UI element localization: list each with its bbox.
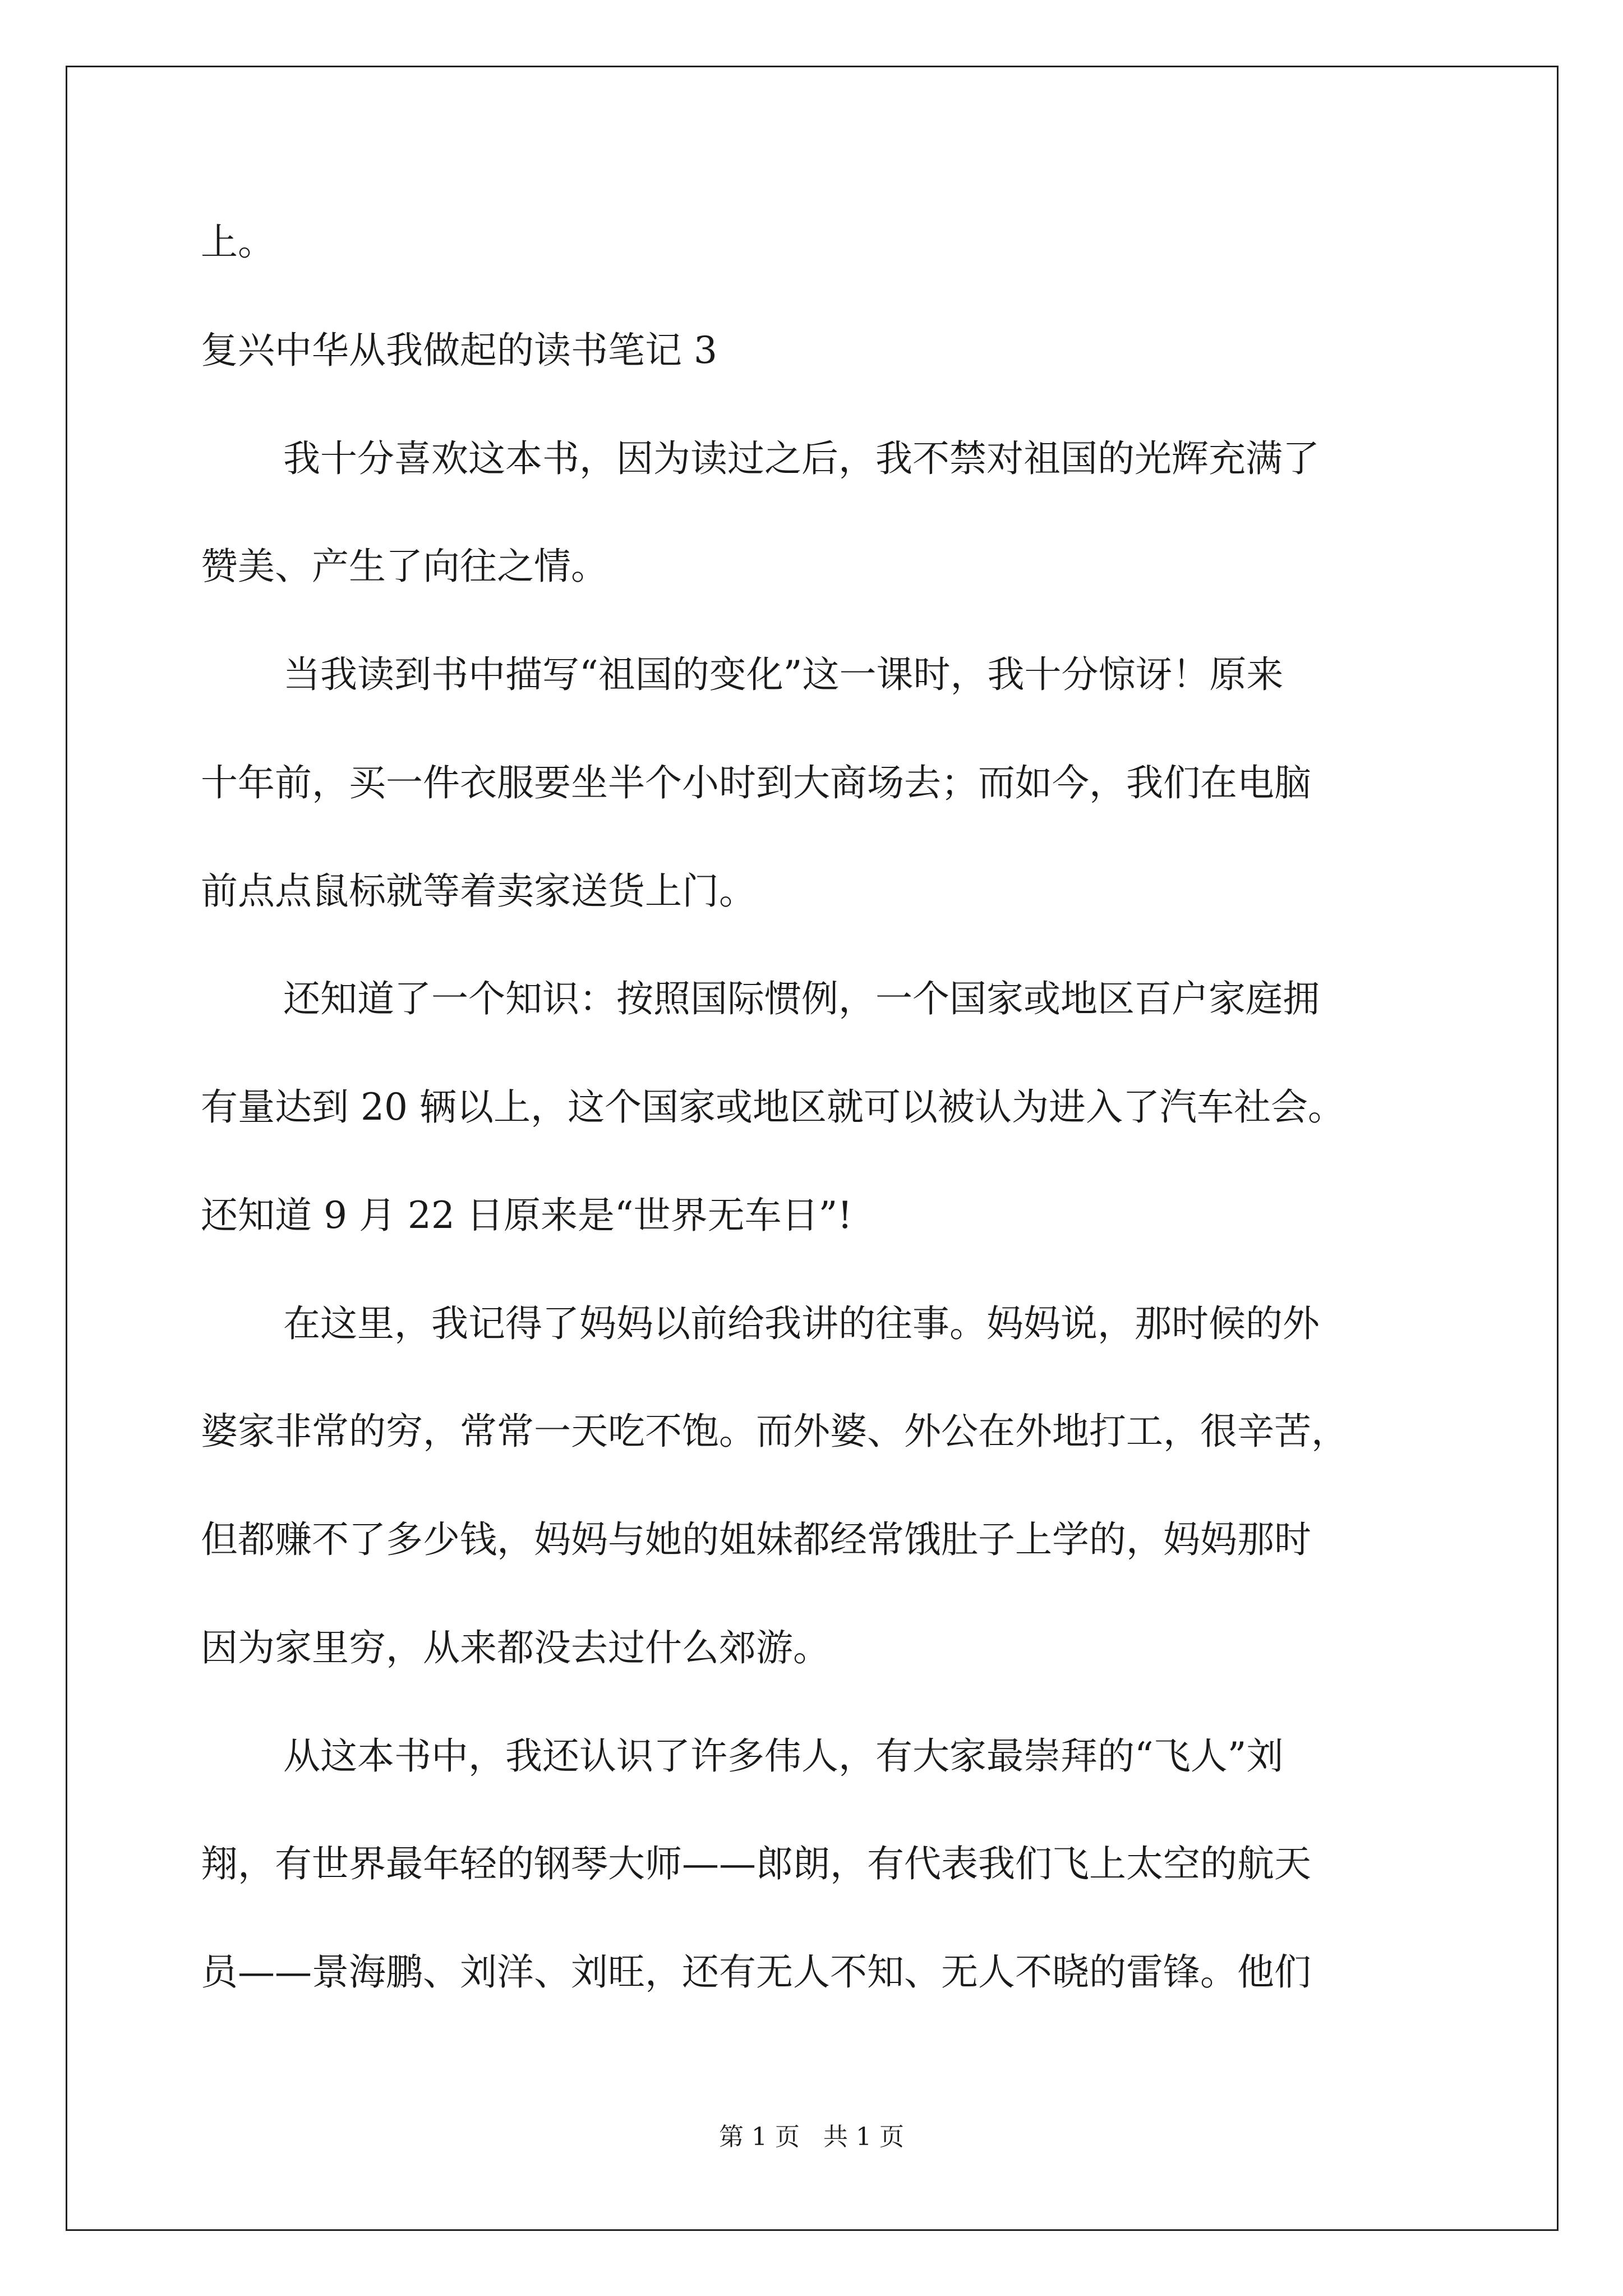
text-line: 在这里，我记得了妈妈以前给我讲的往事。妈妈说，那时候的外	[283, 1302, 1320, 1345]
text-line: 翔，有世界最年轻的钢琴大师——郎朗，有代表我们飞上太空的航天	[201, 1842, 1311, 1885]
text-line: 但都赚不了多少钱，妈妈与她的姐妹都经常饿肚子上学的，妈妈那时	[201, 1518, 1311, 1561]
text-line: 有量达到 20 辆以上，这个国家或地区就可以被认为进入了汽车社会。	[201, 1085, 1345, 1129]
page-border	[66, 66, 1559, 2231]
text-line: 十年前，买一件衣服要坐半个小时到大商场去；而如今，我们在电脑	[201, 761, 1311, 804]
text-line: 从这本书中，我还认识了许多伟人，有大家最崇拜的“飞人”刘	[283, 1734, 1284, 1778]
text-line: 还知道了一个知识：按照国际惯例，一个国家或地区百户家庭拥	[283, 977, 1320, 1020]
text-line: 赞美、产生了向往之情。	[201, 545, 608, 588]
text-line: 当我读到书中描写“祖国的变化”这一课时，我十分惊讶！原来	[283, 653, 1284, 696]
section-heading: 复兴中华从我做起的读书笔记 3	[201, 329, 717, 372]
page-footer: 第 1 页 共 1 页	[719, 2123, 904, 2151]
text-line: 我十分喜欢这本书，因为读过之后，我不禁对祖国的光辉充满了	[283, 437, 1320, 480]
text-line: 员——景海鹏、刘洋、刘旺，还有无人不知、无人不晓的雷锋。他们	[201, 1950, 1311, 1994]
text-line: 上。	[201, 220, 275, 264]
text-line: 因为家里穷，从来都没去过什么郊游。	[201, 1626, 830, 1669]
text-line: 前点点鼠标就等着卖家送货上门。	[201, 869, 756, 913]
text-line: 婆家非常的穷，常常一天吃不饱。而外婆、外公在外地打工，很辛苦，	[201, 1410, 1348, 1453]
text-line: 还知道 9 月 22 日原来是“世界无车日”!	[201, 1194, 852, 1237]
